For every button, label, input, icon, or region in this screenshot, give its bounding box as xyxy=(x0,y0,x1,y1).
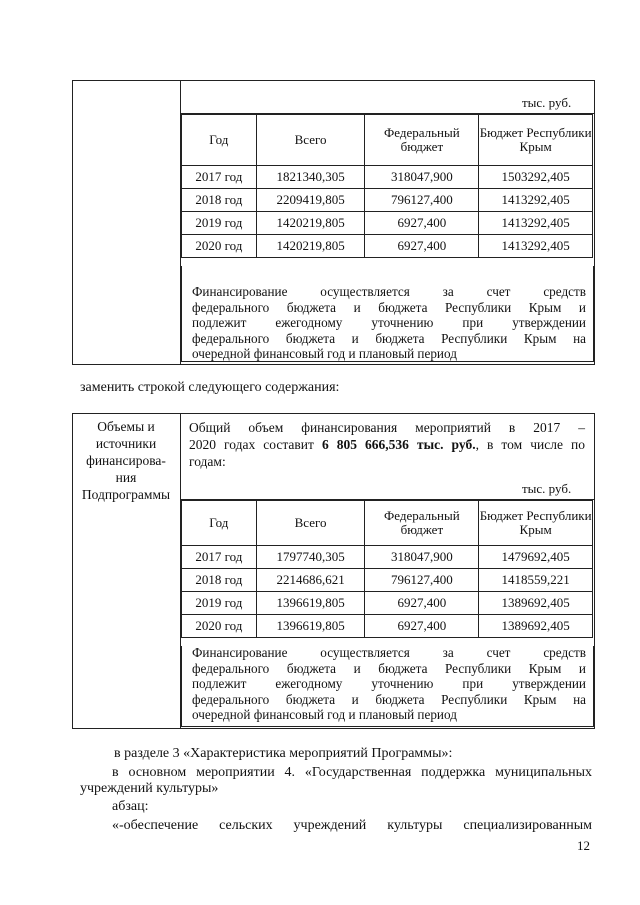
cell-federal: 796127,400 xyxy=(365,189,479,212)
table-row xyxy=(182,546,593,569)
left-label-line: ния xyxy=(115,470,137,485)
block2-financing-note xyxy=(192,645,586,723)
cell-total: 2214686,621 xyxy=(256,569,365,592)
block2-intro-text xyxy=(189,419,585,470)
paragraph-section-3: в разделе 3 «Характеристика мероприятий Программы»: xyxy=(114,746,453,761)
cell-year: 2020 год xyxy=(182,235,257,258)
cell-federal: 6927,400 xyxy=(365,212,479,235)
note-line: федерального бюджета и бюджета Республики Крым на xyxy=(192,330,586,346)
note-line: очередной финансовый год и плановый период xyxy=(192,707,457,722)
table-row xyxy=(182,189,593,212)
cell-federal: 796127,400 xyxy=(365,569,479,592)
table-row xyxy=(182,615,593,638)
cell-crimea: 1389692,405 xyxy=(479,592,593,615)
header-crimea: Бюджет Республики Крым xyxy=(479,501,593,546)
cell-year: 2017 год xyxy=(182,546,257,569)
cell-crimea: 1503292,405 xyxy=(479,166,593,189)
note-line: очередной финансовый год и плановый период xyxy=(192,346,457,361)
total-amount: 6 805 666,536 тыс. руб. xyxy=(321,437,476,452)
cell-crimea: 1413292,405 xyxy=(479,235,593,258)
paragraph-line: в основном мероприятии 4. «Государственная поддержка муниципальных xyxy=(112,765,592,780)
cell-total: 2209419,805 xyxy=(256,189,365,212)
cell-year: 2018 год xyxy=(182,569,257,592)
cell-total: 1396619,805 xyxy=(256,592,365,615)
header-total: Всего xyxy=(256,501,365,546)
cell-federal: 6927,400 xyxy=(365,235,479,258)
header-federal: Федеральный бюджет xyxy=(365,115,479,166)
table-row xyxy=(182,569,593,592)
table-row xyxy=(182,592,593,615)
block2-left-label xyxy=(72,418,180,503)
intro-line: Общий объем финансирования мероприятий в 2017 – xyxy=(189,420,585,435)
paragraph-quote-start xyxy=(112,817,592,834)
cell-federal: 6927,400 xyxy=(365,615,479,638)
left-label-line: Подпрограммы xyxy=(81,487,171,502)
left-label-line: источники xyxy=(95,436,157,451)
note-line: федерального бюджета и бюджета Республики Крым на xyxy=(192,691,586,707)
block1-financing-table xyxy=(181,114,593,258)
table-row xyxy=(182,166,593,189)
cell-year: 2020 год xyxy=(182,615,257,638)
intro-line: 2020 годах составит 6 805 666,536 тыс. руб., в том числе по xyxy=(189,437,585,452)
table-header-row xyxy=(182,501,593,546)
cell-total: 1797740,305 xyxy=(256,546,365,569)
paragraph-line: «-обеспечение сельских учреждений культуры специализированным xyxy=(112,818,592,833)
header-federal: Федеральный бюджет xyxy=(365,501,479,546)
table-header-row xyxy=(182,115,593,166)
cell-federal: 6927,400 xyxy=(365,592,479,615)
cell-crimea: 1418559,221 xyxy=(479,569,593,592)
paragraph-line: учреждений культуры» xyxy=(80,781,219,796)
page-number: 12 xyxy=(577,838,590,853)
header-year: Год xyxy=(182,501,257,546)
cell-year: 2019 год xyxy=(182,592,257,615)
cell-year: 2017 год xyxy=(182,166,257,189)
cell-crimea: 1413292,405 xyxy=(479,212,593,235)
cell-crimea: 1479692,405 xyxy=(479,546,593,569)
cell-total: 1420219,805 xyxy=(256,212,365,235)
note-line: подлежит ежегодному уточнению при утверждении xyxy=(192,676,586,691)
cell-total: 1821340,305 xyxy=(256,166,365,189)
note-line: федерального бюджета и бюджета Республики Крым и xyxy=(192,660,586,676)
note-line: федерального бюджета и бюджета Республики Крым и xyxy=(192,299,586,315)
cell-total: 1396619,805 xyxy=(256,615,365,638)
note-line: Финансирование осуществляется за счет средств xyxy=(192,645,586,660)
replace-instruction: заменить строкой следующего содержания: xyxy=(80,380,340,395)
cell-federal: 318047,900 xyxy=(365,546,479,569)
header-crimea: Бюджет Республики Крым xyxy=(479,115,593,166)
intro-line: годам: xyxy=(189,454,226,469)
cell-federal: 318047,900 xyxy=(365,166,479,189)
note-line: Финансирование осуществляется за счет средств xyxy=(192,284,586,299)
block1-financing-note xyxy=(192,284,586,362)
paragraph-main-activity-4 xyxy=(80,765,592,797)
left-label-line: финансирова- xyxy=(86,453,166,468)
note-line: подлежит ежегодному уточнению при утверждении xyxy=(192,315,586,330)
left-label-line: Объемы и xyxy=(97,419,155,434)
cell-year: 2019 год xyxy=(182,212,257,235)
table-row xyxy=(182,235,593,258)
cell-year: 2018 год xyxy=(182,189,257,212)
table-row xyxy=(182,212,593,235)
cell-crimea: 1389692,405 xyxy=(479,615,593,638)
block2-unit-label: тыс. руб. xyxy=(522,481,572,496)
block1-unit-label: тыс. руб. xyxy=(522,95,572,110)
paragraph-abzac: абзац: xyxy=(112,799,149,814)
header-total: Всего xyxy=(256,115,365,166)
block2-financing-table xyxy=(181,500,593,638)
cell-crimea: 1413292,405 xyxy=(479,189,593,212)
header-year: Год xyxy=(182,115,257,166)
cell-total: 1420219,805 xyxy=(256,235,365,258)
